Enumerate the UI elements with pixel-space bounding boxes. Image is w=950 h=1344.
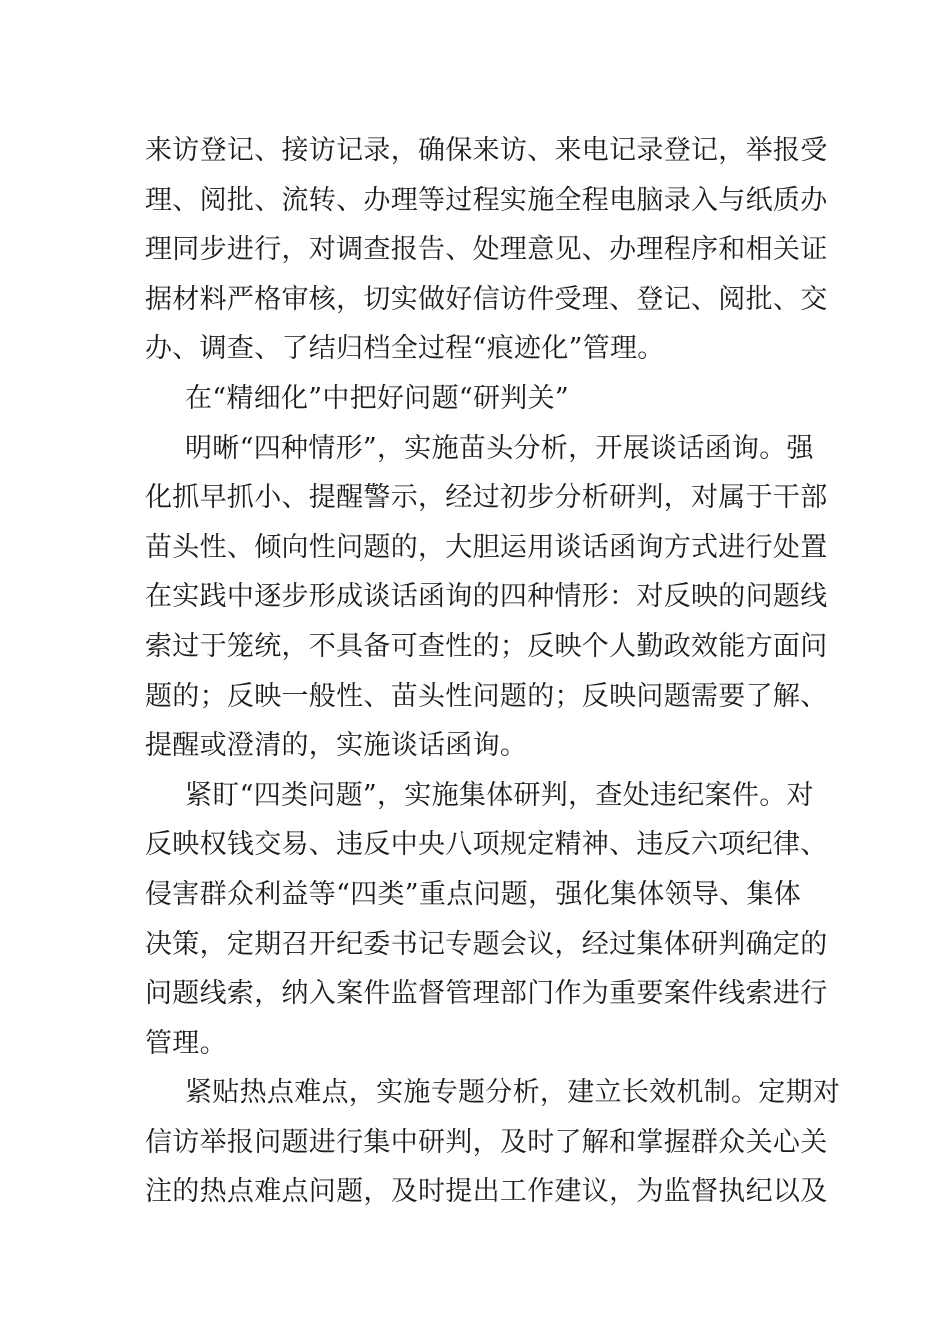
- text-line: 索过于笼统，不具备可查性的；反映个人勤政效能方面问: [145, 630, 828, 662]
- text-line: 理、阅批、流转、办理等过程实施全程电脑录入与纸质办: [145, 184, 828, 216]
- text-line: 提醒或澄清的，实施谈话函询。: [145, 730, 528, 762]
- text-line: 侵害群众利益等“四类”重点问题，强化集体领导、集体: [145, 878, 802, 910]
- text-line: 注的热点难点问题，及时提出工作建议，为监督执纪以及: [145, 1176, 828, 1208]
- paragraph-first-line: 明晰“四种情形”，实施苗头分析，开展谈话函询。强: [185, 432, 814, 464]
- paragraph-first-line: 在“精细化”中把好问题“研判关”: [185, 382, 570, 414]
- text-line: 管理。: [145, 1027, 227, 1059]
- document-body: [145, 126, 841, 1217]
- text-line: 理同步进行，对调查报告、处理意见、办理程序和相关证: [145, 234, 828, 266]
- text-line: 决策，定期召开纪委书记专题会议，经过集体研判确定的: [145, 928, 828, 960]
- text-line: 题的；反映一般性、苗头性问题的；反映问题需要了解、: [145, 680, 828, 712]
- text-line: 在实践中逐步形成谈话函询的四种情形：对反映的问题线: [145, 581, 828, 613]
- text-line: 办、调查、了结归档全过程“痕迹化”管理。: [145, 333, 665, 365]
- text-line: 问题线索，纳入案件监督管理部门作为重要案件线索进行: [145, 978, 828, 1010]
- text-line: 化抓早抓小、提醒警示，经过初步分析研判，对属于干部: [145, 482, 828, 514]
- text-line: 反映权钱交易、违反中央八项规定精神、违反六项纪律、: [145, 829, 828, 861]
- text-line: 苗头性、倾向性问题的，大胆运用谈话函询方式进行处置: [145, 531, 828, 563]
- paragraph-first-line: 紧盯“四类问题”，实施集体研判，查处违纪案件。对: [185, 779, 814, 811]
- text-line: 来访登记、接访记录，确保来访、来电记录登记，举报受: [145, 135, 828, 166]
- text-line: 据材料严格审核，切实做好信访件受理、登记、阅批、交: [145, 283, 828, 315]
- text-line: 信访举报问题进行集中研判，及时了解和掌握群众关心关: [145, 1126, 828, 1158]
- paragraph-first-line: 紧贴热点难点，实施专题分析，建立长效机制。定期对: [185, 1077, 841, 1109]
